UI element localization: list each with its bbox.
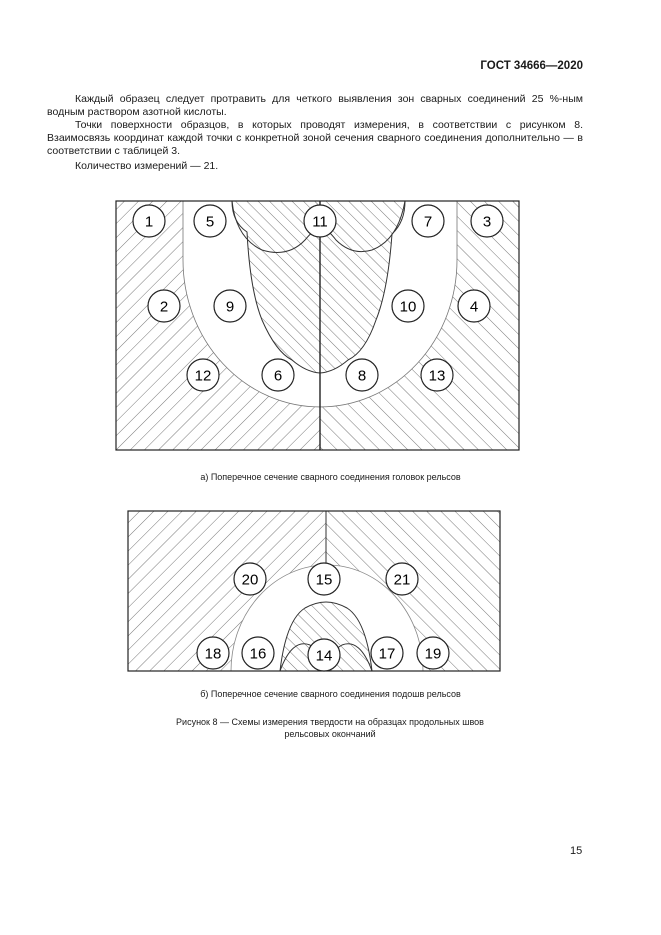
- measurement-point-8: [346, 359, 378, 391]
- measurement-point-2: [148, 290, 180, 322]
- caption-figure-a: а) Поперечное сечение сварного соединения головок рельсов: [200, 472, 461, 482]
- measurement-point-17: [371, 637, 403, 669]
- measurement-point-label: 10: [399, 298, 417, 316]
- paragraph-points: Точки поверхности образцов, в которых проводят измерения, в соответствии с рисунком 8. Взаимосвязь координат каждой точки с конкретной зоной сечения сварного соединения дополнительно — в соответствии с таблицей 3.: [47, 119, 583, 157]
- measurement-point-label: 8: [357, 367, 367, 385]
- measurement-point-label: 16: [249, 645, 267, 663]
- measurement-point-16: [242, 637, 274, 669]
- measurement-point-label: 19: [424, 645, 442, 663]
- measurement-point-18: [197, 637, 229, 669]
- measurement-point-14: [308, 639, 340, 671]
- measurement-point-12: [187, 359, 219, 391]
- measurement-point-4: [458, 290, 490, 322]
- measurement-point-label: 7: [423, 213, 433, 231]
- measurement-point-1: [133, 205, 165, 237]
- figure-title: Рисунок 8 — Схемы измерения твердости на образцах продольных швов рельсовых окончаний: [176, 717, 484, 739]
- measurement-point-label: 2: [159, 298, 169, 316]
- measurement-point-label: 13: [428, 367, 446, 385]
- measurement-point-9: [214, 290, 246, 322]
- measurement-point-label: 20: [241, 571, 259, 589]
- measurement-point-label: 11: [312, 213, 328, 231]
- paragraph-count: Количество измерений — 21.: [75, 160, 219, 172]
- measurement-point-21: [386, 563, 418, 595]
- measurement-point-13: [421, 359, 453, 391]
- measurement-point-10: [392, 290, 424, 322]
- measurement-point-11: [304, 205, 336, 237]
- figure-a-head-section: [116, 201, 519, 450]
- measurement-point-label: 5: [205, 213, 215, 231]
- measurement-point-label: 6: [273, 367, 283, 385]
- measurement-point-7: [412, 205, 444, 237]
- measurement-point-label: 21: [393, 571, 411, 589]
- caption-figure-b: б) Поперечное сечение сварного соединения подошв рельсов: [200, 689, 461, 699]
- measurement-point-5: [194, 205, 226, 237]
- measurement-point-label: 1: [144, 213, 154, 231]
- page-number: 15: [570, 845, 583, 857]
- measurement-point-6: [262, 359, 294, 391]
- measurement-point-label: 3: [482, 213, 492, 231]
- measurement-point-label: 4: [469, 298, 479, 316]
- measurement-point-label: 17: [378, 645, 396, 663]
- measurement-point-label: 18: [204, 645, 222, 663]
- measurement-point-15: [308, 563, 340, 595]
- measurement-point-19: [417, 637, 449, 669]
- paragraph-etching: Каждый образец следует протравить для четкого выявления зон сварных соединений 25 %-ным водным раствором азотной кислоты.: [47, 93, 583, 118]
- measurement-point-20: [234, 563, 266, 595]
- measurement-point-label: 14: [315, 647, 333, 665]
- measurement-point-3: [471, 205, 503, 237]
- measurement-point-label: 15: [315, 571, 333, 589]
- standard-header: ГОСТ 34666—2020: [480, 60, 583, 72]
- measurement-point-label: 12: [194, 367, 212, 385]
- measurement-point-label: 9: [225, 298, 235, 316]
